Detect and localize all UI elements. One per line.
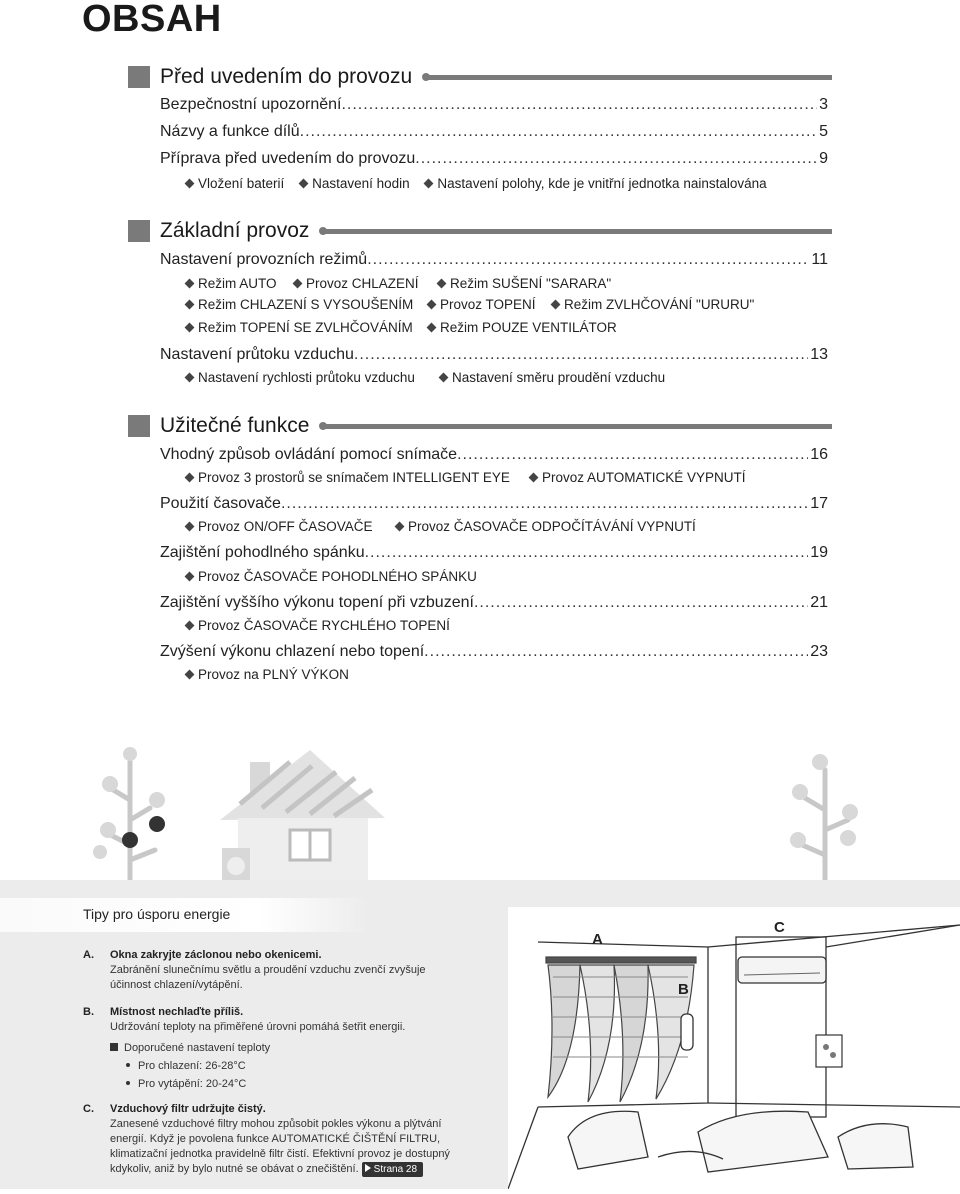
toc-entry-label: Vhodný způsob ovládání pomocí snímače: [160, 446, 458, 463]
recommended-temp-heading: Doporučené nastavení teploty: [110, 1041, 270, 1056]
toc-entry-airflow[interactable]: [160, 345, 828, 365]
toc-subitem[interactable]: Režim TOPENÍ SE ZVLHČOVÁNÍM: [184, 319, 416, 337]
tip-c-title: Vzduchový filtr udržujte čistý.: [110, 1103, 266, 1115]
diamond-bullet-icon: [529, 473, 539, 483]
label-c: C: [774, 919, 785, 936]
dot-leader: [354, 345, 808, 365]
tip-a-text: Zabránění slunečnímu světlu a proudění vzduchu zvenčí zvyšuje: [110, 964, 426, 976]
play-arrow-icon: [365, 1164, 371, 1172]
section-rule: [422, 73, 832, 81]
toc-entry-label: Zvýšení výkonu chlazení nebo topení: [160, 643, 425, 660]
toc-entry-label: Zajištění vyššího výkonu topení při vzbuzení: [160, 594, 474, 611]
room-drawing: [508, 907, 960, 1189]
toc-subitem[interactable]: Režim CHLAZENÍ S VYSOUŠENÍM: [184, 296, 416, 314]
diamond-bullet-icon: [427, 323, 437, 333]
toc-entry-page: 19: [810, 544, 828, 561]
toc-entry-powerful[interactable]: [160, 642, 828, 662]
tip-a-letter: A.: [83, 949, 94, 961]
toc-subitems: [184, 369, 675, 387]
tip-a-text: účinnost chlazení/vytápění.: [110, 979, 243, 991]
square-bullet-icon: [110, 1043, 118, 1051]
toc-entry-label: Bezpečnostní upozornění: [160, 96, 342, 113]
dot-leader: [367, 250, 809, 270]
toc-entry-page: 9: [819, 150, 828, 167]
diamond-bullet-icon: [437, 279, 447, 289]
toc-entry-label: Zajištění pohodlného spánku: [160, 544, 365, 561]
toc-subitems: [184, 518, 706, 536]
toc-subitem[interactable]: Provoz ČASOVAČE RYCHLÉHO TOPENÍ: [184, 617, 450, 635]
toc-entry-label: Názvy a funkce dílů: [160, 123, 300, 140]
toc-subitems: [184, 469, 756, 487]
diamond-bullet-icon: [185, 621, 195, 631]
toc-subitem[interactable]: Provoz CHLAZENÍ: [292, 275, 426, 293]
recommended-temp-cooling: Pro chlazení: 26-28°C: [126, 1059, 246, 1074]
tip-c-text-last: kdykoliv, aniž by bylo nutné se obávat o znečištění. Strana 28: [110, 1162, 423, 1177]
diamond-bullet-icon: [293, 279, 303, 289]
dot-leader: [341, 95, 817, 115]
tip-b-letter: B.: [83, 1006, 94, 1018]
section-title: Užitečné funkce: [160, 414, 310, 437]
dot-leader: [281, 494, 808, 514]
tip-c-text: klimatizační jednotka pravidelně filtr čistí. Efektivní provoz je dostupný: [110, 1148, 450, 1160]
page-title: OBSAH: [82, 0, 222, 40]
toc-entry-wakeup[interactable]: [160, 593, 828, 613]
toc-subitem[interactable]: Režim SUŠENÍ "SARARA": [436, 275, 611, 293]
toc-subitem[interactable]: Provoz ON/OFF ČASOVAČE: [184, 518, 384, 536]
diamond-bullet-icon: [185, 670, 195, 680]
toc-subitem[interactable]: Nastavení hodin: [298, 175, 410, 193]
toc-entry-parts[interactable]: [160, 122, 828, 142]
recommended-temp-heating: Pro vytápění: 20-24°C: [126, 1077, 246, 1092]
dot-leader: [300, 122, 817, 142]
room-illustration: [508, 907, 960, 1189]
toc-subitem[interactable]: Nastavení směru proudění vzduchu: [438, 369, 665, 387]
toc-subitem[interactable]: Vložení baterií: [184, 175, 284, 193]
diamond-bullet-icon: [427, 300, 437, 310]
diamond-bullet-icon: [439, 373, 449, 383]
diamond-bullet-icon: [551, 300, 561, 310]
toc-subitem[interactable]: Nastavení rychlosti průtoku vzduchu: [184, 369, 428, 387]
house-illustration: [0, 740, 960, 890]
tip-b-title: Místnost nechlaďte příliš.: [110, 1006, 244, 1018]
section-rule: [319, 227, 832, 235]
toc-subitem[interactable]: Provoz na PLNÝ VÝKON: [184, 666, 349, 684]
toc-entry-page: 17: [810, 495, 828, 512]
label-b: B: [678, 981, 689, 998]
diamond-bullet-icon: [185, 572, 195, 582]
diamond-bullet-icon: [185, 522, 195, 532]
diamond-bullet-icon: [185, 300, 195, 310]
toc-subitems: [184, 568, 487, 586]
toc-entry-page: 23: [810, 643, 828, 660]
toc-subitem[interactable]: Provoz ČASOVAČE ODPOČÍTÁVÁNÍ VYPNUTÍ: [394, 518, 696, 536]
toc-entry-page: 13: [810, 346, 828, 363]
toc-subitems: [184, 666, 359, 684]
diamond-bullet-icon: [185, 323, 195, 333]
diamond-bullet-icon: [395, 522, 405, 532]
toc-subitem[interactable]: Nastavení polohy, kde je vnitřní jednotka nainstalována: [423, 175, 766, 193]
toc-entry-page: 3: [819, 96, 828, 113]
toc-subitems: [184, 617, 460, 635]
section-header-useful-functions: [128, 413, 832, 439]
tip-c-letter: C.: [83, 1103, 94, 1115]
tip-b-text: Udržování teploty na přiměřené úrovni pomáhá šetřit energii.: [110, 1021, 406, 1033]
toc-subitem[interactable]: Režim AUTO: [184, 275, 282, 293]
diamond-bullet-icon: [299, 179, 309, 189]
section-marker: [128, 66, 150, 88]
toc-subitem[interactable]: Provoz AUTOMATICKÉ VYPNUTÍ: [528, 469, 746, 487]
toc-subitems: [184, 275, 621, 293]
page-reference-button[interactable]: Strana 28: [362, 1162, 423, 1177]
section-title: Před uvedením do provozu: [160, 65, 413, 88]
dot-leader: [365, 543, 809, 563]
toc-entry-page: 16: [810, 446, 828, 463]
air-conditioner-unit: [738, 957, 826, 983]
section-marker: [128, 415, 150, 437]
toc-entry-preparation[interactable]: [160, 149, 828, 169]
toc-entry-label: Příprava před uvedením do provozu: [160, 150, 416, 167]
toc-entry-label: Použití časovače: [160, 495, 281, 512]
toc-subitems: [184, 319, 627, 337]
toc-entry-page: 11: [811, 251, 828, 268]
energy-tips-title: Tipy pro úsporu energie: [83, 906, 231, 922]
toc-entry-page: 21: [810, 594, 828, 611]
tip-c-text: energií. Když je povolena funkce AUTOMATICKÉ ČIŠTĚNÍ FILTRU,: [110, 1133, 441, 1145]
dot-leader: [457, 445, 808, 465]
section-header-before-operation: [128, 64, 832, 90]
section-rule: [319, 422, 832, 430]
diamond-bullet-icon: [185, 373, 195, 383]
toc-subitems: [184, 175, 777, 193]
dot-leader: [415, 149, 817, 169]
toc-entry-modes[interactable]: [160, 250, 828, 270]
label-a: A: [592, 931, 603, 948]
diamond-bullet-icon: [185, 473, 195, 483]
toc-subitem[interactable]: Provoz ČASOVAČE POHODLNÉHO SPÁNKU: [184, 568, 477, 586]
section-title: Základní provoz: [160, 219, 310, 242]
section-header-basic-operation: [128, 218, 832, 244]
toc-entry-safety[interactable]: [160, 95, 828, 115]
remote-holder: [681, 1014, 693, 1050]
toc-entry-sensor[interactable]: [160, 445, 828, 465]
section-marker: [128, 220, 150, 242]
toc-entry-label: Nastavení průtoku vzduchu: [160, 346, 354, 363]
wall-picture: [816, 1035, 842, 1067]
toc-entry-label: Nastavení provozních režimů: [160, 251, 368, 268]
diamond-bullet-icon: [185, 179, 195, 189]
toc-entry-page: 5: [819, 123, 828, 140]
dot-bullet-icon: [126, 1063, 130, 1067]
toc-subitem[interactable]: Režim ZVLHČOVÁNÍ "URURU": [550, 296, 754, 314]
toc-entry-timer[interactable]: [160, 494, 828, 514]
diamond-bullet-icon: [424, 179, 434, 189]
tip-c-text: Zanesené vzduchové filtry mohou způsobit pokles výkonu a plýtvání: [110, 1118, 442, 1130]
diamond-bullet-icon: [185, 279, 195, 289]
dot-leader: [474, 593, 808, 613]
toc-entry-sleep[interactable]: [160, 543, 828, 563]
tip-a-title: Okna zakryjte záclonou nebo okenicemi.: [110, 949, 322, 961]
toc-subitem[interactable]: Provoz 3 prostorů se snímačem INTELLIGENT EYE: [184, 469, 518, 487]
toc-subitems: [184, 296, 764, 314]
dot-bullet-icon: [126, 1081, 130, 1085]
toc-subitem[interactable]: Režim POUZE VENTILÁTOR: [426, 319, 617, 337]
dot-leader: [424, 642, 808, 662]
toc-subitem[interactable]: Provoz TOPENÍ: [426, 296, 540, 314]
